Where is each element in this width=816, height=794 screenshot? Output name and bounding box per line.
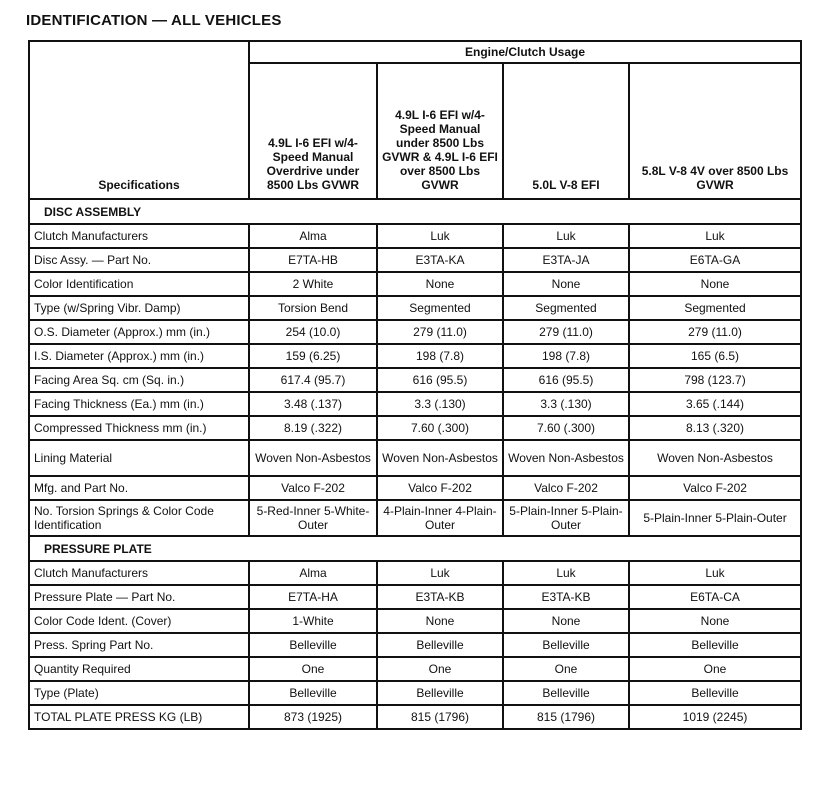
spec-value: 198 (7.8) xyxy=(503,344,629,368)
table-row xyxy=(29,561,801,585)
table-row xyxy=(29,500,801,536)
table-row xyxy=(29,585,801,609)
table-row xyxy=(29,633,801,657)
spec-value: 5-Red-Inner 5-White-Outer xyxy=(249,500,377,536)
spec-value: 8.13 (.320) xyxy=(629,416,801,440)
table-row xyxy=(29,476,801,500)
spec-value: None xyxy=(629,272,801,296)
spec-label: Type (Plate) xyxy=(29,681,249,705)
spec-value: Valco F-202 xyxy=(377,476,503,500)
table-row xyxy=(29,705,801,729)
spec-value: E3TA-JA xyxy=(503,248,629,272)
spec-value: E7TA-HB xyxy=(249,248,377,272)
spec-label: Facing Area Sq. cm (Sq. in.) xyxy=(29,368,249,392)
spec-value: 617.4 (95.7) xyxy=(249,368,377,392)
spec-value: 815 (1796) xyxy=(377,705,503,729)
spec-value: Torsion Bend xyxy=(249,296,377,320)
spec-label: No. Torsion Springs & Color Code Identification xyxy=(29,500,249,536)
spec-value: 5-Plain-Inner 5-Plain-Outer xyxy=(629,500,801,536)
spec-value: One xyxy=(629,657,801,681)
table-row xyxy=(29,320,801,344)
specifications-header: Specifications xyxy=(29,41,249,199)
spec-value: 3.48 (.137) xyxy=(249,392,377,416)
table-row xyxy=(29,368,801,392)
column-header: 5.0L V-8 EFI xyxy=(503,63,629,199)
spec-label: Press. Spring Part No. xyxy=(29,633,249,657)
spec-label: Lining Material xyxy=(29,440,249,476)
spec-value: Luk xyxy=(377,224,503,248)
spec-value: 873 (1925) xyxy=(249,705,377,729)
spec-value: 159 (6.25) xyxy=(249,344,377,368)
spec-value: 7.60 (.300) xyxy=(377,416,503,440)
spec-value: 1-White xyxy=(249,609,377,633)
spec-label: Mfg. and Part No. xyxy=(29,476,249,500)
column-header: 5.8L V-8 4V over 8500 Lbs GVWR xyxy=(629,63,801,199)
spec-label: Color Code Ident. (Cover) xyxy=(29,609,249,633)
spec-value: 198 (7.8) xyxy=(377,344,503,368)
spec-value: Woven Non-Asbestos xyxy=(377,440,503,476)
spec-value: Alma xyxy=(249,224,377,248)
spec-value: 4-Plain-Inner 4-Plain-Outer xyxy=(377,500,503,536)
spec-value: Woven Non-Asbestos xyxy=(249,440,377,476)
table-row xyxy=(29,296,801,320)
spec-label: Compressed Thickness mm (in.) xyxy=(29,416,249,440)
spec-value: Belleville xyxy=(503,681,629,705)
spec-value: 7.60 (.300) xyxy=(503,416,629,440)
spec-value: Belleville xyxy=(629,633,801,657)
spec-value: E3TA-KB xyxy=(503,585,629,609)
spec-value: 279 (11.0) xyxy=(377,320,503,344)
spec-value: 616 (95.5) xyxy=(377,368,503,392)
spec-value: None xyxy=(503,609,629,633)
spec-label: Clutch Manufacturers xyxy=(29,224,249,248)
spec-value: None xyxy=(377,609,503,633)
spec-value: Belleville xyxy=(249,681,377,705)
spec-value: 1019 (2245) xyxy=(629,705,801,729)
spec-value: Woven Non-Asbestos xyxy=(503,440,629,476)
spec-value: One xyxy=(249,657,377,681)
spec-value: Belleville xyxy=(503,633,629,657)
spec-value: 8.19 (.322) xyxy=(249,416,377,440)
spec-value: 165 (6.5) xyxy=(629,344,801,368)
spec-value: None xyxy=(377,272,503,296)
spec-value: Belleville xyxy=(377,681,503,705)
spec-label: Quantity Required xyxy=(29,657,249,681)
spec-value: Valco F-202 xyxy=(629,476,801,500)
spec-value: 254 (10.0) xyxy=(249,320,377,344)
spec-value: 5-Plain-Inner 5-Plain-Outer xyxy=(503,500,629,536)
page-title: IDENTIFICATION — ALL VEHICLES xyxy=(26,12,282,29)
spec-value: 3.65 (.144) xyxy=(629,392,801,416)
table-row xyxy=(29,248,801,272)
section-row xyxy=(29,199,801,224)
spec-value: E7TA-HA xyxy=(249,585,377,609)
table-row xyxy=(29,440,801,476)
table-row xyxy=(29,344,801,368)
spec-label: Facing Thickness (Ea.) mm (in.) xyxy=(29,392,249,416)
column-header: 4.9L I-6 EFI w/4-Speed Manual Overdrive under 8500 Lbs GVWR xyxy=(249,63,377,199)
table-row xyxy=(29,392,801,416)
spec-value: 2 White xyxy=(249,272,377,296)
spec-label: Type (w/Spring Vibr. Damp) xyxy=(29,296,249,320)
table-row xyxy=(29,272,801,296)
section-title: DISC ASSEMBLY xyxy=(29,199,801,224)
section-title: PRESSURE PLATE xyxy=(29,536,801,561)
spec-value: Segmented xyxy=(629,296,801,320)
spec-value: 279 (11.0) xyxy=(503,320,629,344)
spec-value: 3.3 (.130) xyxy=(377,392,503,416)
spec-value: Belleville xyxy=(377,633,503,657)
spec-value: Belleville xyxy=(629,681,801,705)
usage-header: Engine/Clutch Usage xyxy=(249,41,801,63)
spec-value: E6TA-CA xyxy=(629,585,801,609)
spec-value: 815 (1796) xyxy=(503,705,629,729)
spec-value: Luk xyxy=(377,561,503,585)
spec-value: Valco F-202 xyxy=(249,476,377,500)
spec-label: Disc Assy. — Part No. xyxy=(29,248,249,272)
table-row xyxy=(29,224,801,248)
spec-label: Color Identification xyxy=(29,272,249,296)
spec-value: Luk xyxy=(629,561,801,585)
spec-label: O.S. Diameter (Approx.) mm (in.) xyxy=(29,320,249,344)
spec-value: Segmented xyxy=(377,296,503,320)
table-row xyxy=(29,416,801,440)
spec-label: Clutch Manufacturers xyxy=(29,561,249,585)
spec-value: Valco F-202 xyxy=(503,476,629,500)
spec-value: Belleville xyxy=(249,633,377,657)
spec-value: 798 (123.7) xyxy=(629,368,801,392)
spec-value: None xyxy=(629,609,801,633)
section-row xyxy=(29,536,801,561)
spec-value: E3TA-KA xyxy=(377,248,503,272)
table-row xyxy=(29,681,801,705)
spec-label: Pressure Plate — Part No. xyxy=(29,585,249,609)
table-row xyxy=(29,609,801,633)
spec-value: One xyxy=(377,657,503,681)
spec-label: I.S. Diameter (Approx.) mm (in.) xyxy=(29,344,249,368)
spec-value: Luk xyxy=(503,561,629,585)
spec-value: Luk xyxy=(503,224,629,248)
spec-value: Alma xyxy=(249,561,377,585)
column-header: 4.9L I-6 EFI w/4-Speed Manual under 8500 Lbs GVWR & 4.9L I-6 EFI over 8500 Lbs GVWR xyxy=(377,63,503,199)
table-row xyxy=(29,657,801,681)
spec-value: One xyxy=(503,657,629,681)
spec-label: TOTAL PLATE PRESS KG (LB) xyxy=(29,705,249,729)
spec-value: E6TA-GA xyxy=(629,248,801,272)
spec-value: Woven Non-Asbestos xyxy=(629,440,801,476)
spec-value: 3.3 (.130) xyxy=(503,392,629,416)
identification-table xyxy=(28,40,802,730)
spec-value: Segmented xyxy=(503,296,629,320)
spec-value: 616 (95.5) xyxy=(503,368,629,392)
spec-value: 279 (11.0) xyxy=(629,320,801,344)
spec-value: E3TA-KB xyxy=(377,585,503,609)
spec-value: None xyxy=(503,272,629,296)
spec-value: Luk xyxy=(629,224,801,248)
